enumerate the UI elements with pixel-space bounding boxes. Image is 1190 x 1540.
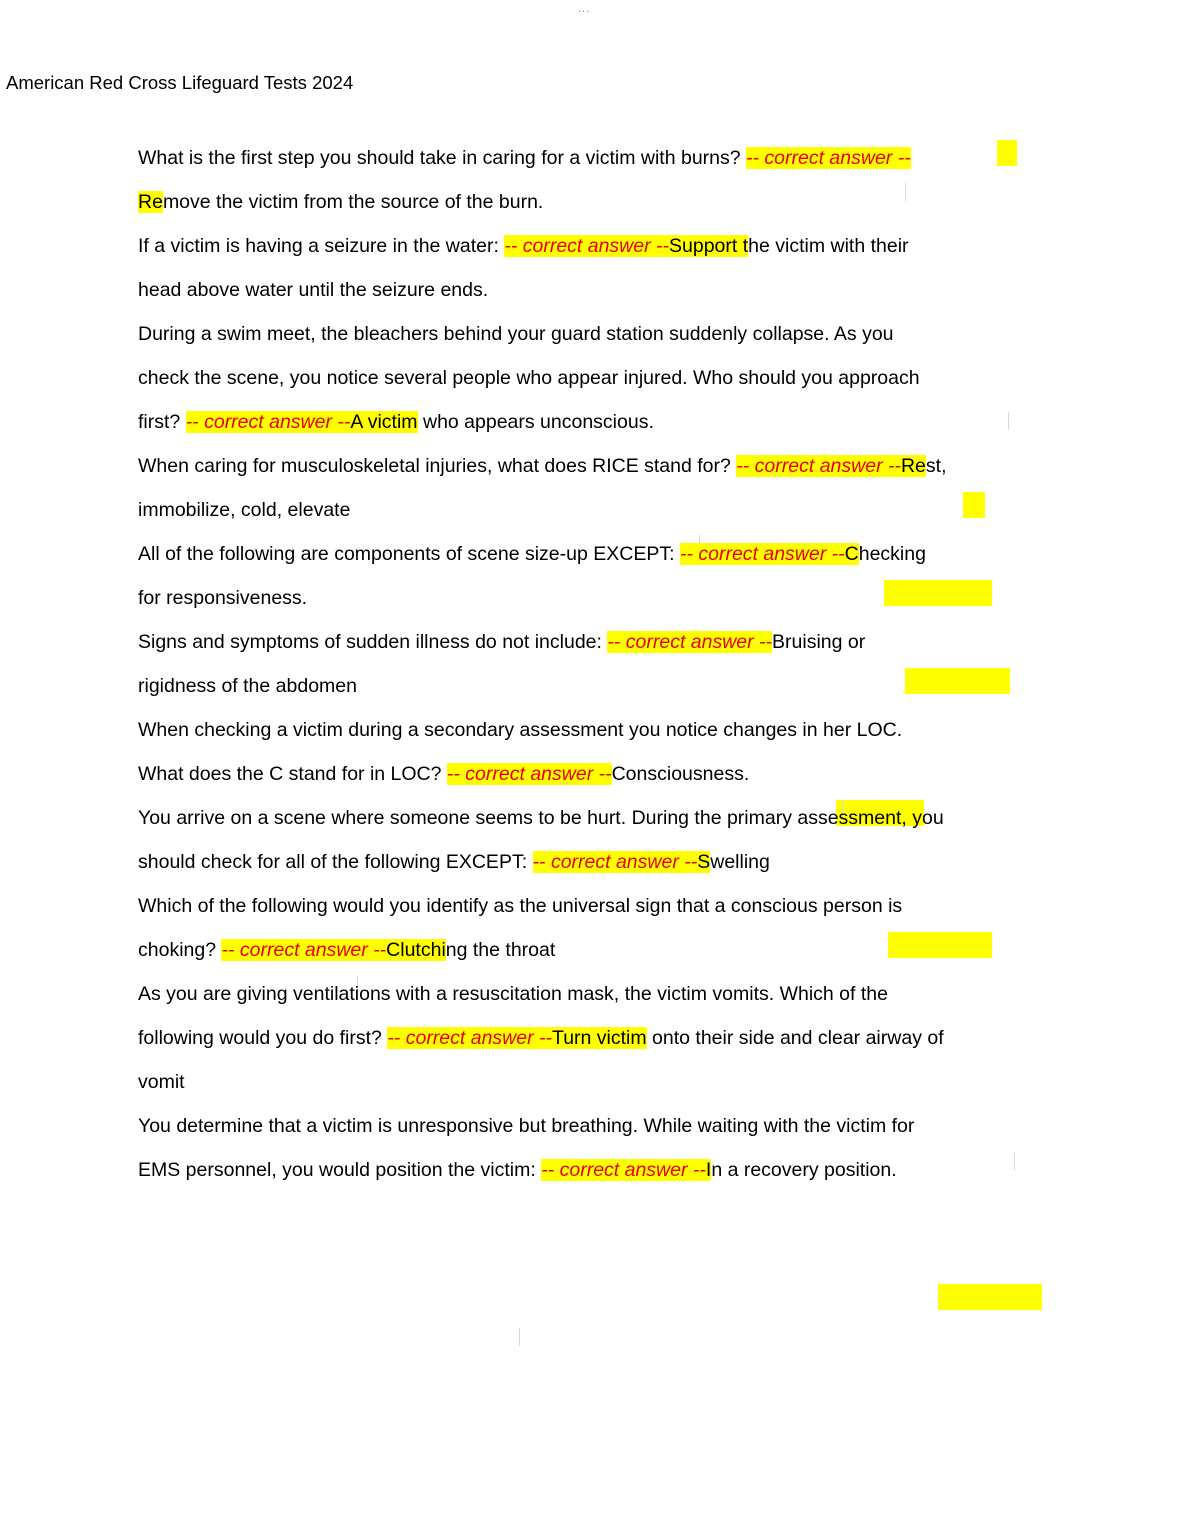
qa-item xyxy=(138,312,948,444)
question-text: During a swim meet, the bleachers behind your guard station suddenly collapse. As you check the scene, you notice several people who appear injured. Who should you approach first? xyxy=(138,323,920,433)
page-artifact-tick xyxy=(1008,412,1009,430)
question-text: When caring for musculoskeletal injuries, what does RICE stand for? xyxy=(138,455,737,477)
answer-plain-run: n a recovery position. xyxy=(711,1159,897,1181)
document-header-title: American Red Cross Lifeguard Tests 2024 xyxy=(6,72,354,93)
correct-answer-marker: -- correct answer -- xyxy=(504,235,670,257)
answer-highlight-run: I xyxy=(705,1159,712,1181)
answer-text xyxy=(350,411,654,433)
answer-text xyxy=(697,851,770,873)
correct-answer-marker: -- correct answer -- xyxy=(736,455,901,477)
answer-text xyxy=(138,191,543,213)
answer-highlight-run: C xyxy=(844,543,859,565)
answer-text: Bruising or rigidness of the abdomen xyxy=(138,631,866,697)
question-text: As you are giving ventilations with a resuscitation mask, the victim vomits. Which of the following would you do first? xyxy=(138,983,888,1049)
correct-answer-marker: -- correct answer -- xyxy=(221,939,387,961)
correct-answer-marker: -- correct answer -- xyxy=(541,1159,706,1181)
qa-item xyxy=(138,620,948,708)
correct-answer-marker: -- correct answer -- xyxy=(607,631,773,653)
answer-highlight-run: Re xyxy=(900,455,926,477)
answer-plain-run: hecking for responsiveness. xyxy=(138,543,926,609)
qa-item xyxy=(138,972,948,1104)
question-text: All of the following are components of scene size-up EXCEPT: xyxy=(138,543,680,565)
question-answer-list xyxy=(138,136,948,1192)
qa-item xyxy=(138,224,948,312)
correct-answer-marker: -- correct answer -- xyxy=(679,543,845,565)
qa-item xyxy=(138,444,948,532)
qa-item xyxy=(138,796,948,884)
answer-highlight-run: Re xyxy=(138,191,163,213)
correct-answer-marker: -- correct answer -- xyxy=(532,851,698,873)
answer-plain-run: who appears unconscious. xyxy=(417,411,654,433)
answer-highlight-run: Support t xyxy=(669,235,749,257)
question-text: You arrive on a scene where someone seems to be hurt. During the primary assessment, you should check for all of the following EXCEPT: xyxy=(138,807,944,873)
page-top-mark: ... xyxy=(578,3,591,15)
question-text: If a victim is having a seizure in the water: xyxy=(138,235,505,257)
qa-item xyxy=(138,136,948,224)
correct-answer-marker: -- correct answer -- xyxy=(387,1027,552,1049)
qa-item xyxy=(138,1104,948,1192)
page-artifact-tick xyxy=(519,1328,520,1346)
page-artifact-tick xyxy=(1014,1152,1015,1170)
highlight-artifact xyxy=(938,1284,1042,1310)
highlight-artifact xyxy=(963,492,985,518)
answer-highlight-run: S xyxy=(697,851,711,873)
correct-answer-marker: -- correct answer -- xyxy=(746,147,911,169)
answer-plain-run: he victim with their head above water until the seizure ends. xyxy=(138,235,909,301)
answer-plain-run: move the victim from the source of the burn. xyxy=(162,191,544,213)
answer-text xyxy=(706,1159,897,1181)
question-text: Which of the following would you identify as the universal sign that a conscious person is choking? xyxy=(138,895,903,961)
answer-plain-run: st, immobilize, cold, elevate xyxy=(138,455,947,521)
answer-highlight-run: A victim xyxy=(350,411,418,433)
question-text: Signs and symptoms of sudden illness do not include: xyxy=(138,631,608,653)
answer-plain-run: welling xyxy=(710,851,770,873)
qa-item xyxy=(138,884,948,972)
answer-highlight-run: Turn victim xyxy=(552,1027,647,1049)
answer-text xyxy=(386,939,555,961)
question-text: You determine that a victim is unresponsive but breathing. While waiting with the victim for EMS personnel, you would position the victim: xyxy=(138,1115,915,1181)
answer-highlight-run: Clutchi xyxy=(386,939,446,961)
correct-answer-marker: -- correct answer -- xyxy=(446,763,612,785)
question-text: What is the first step you should take in caring for a victim with burns? xyxy=(138,147,747,169)
highlight-artifact xyxy=(997,140,1017,166)
correct-answer-marker: -- correct answer -- xyxy=(185,411,351,433)
answer-plain-run: ng the throat xyxy=(445,939,556,961)
qa-item xyxy=(138,532,948,620)
answer-text: Consciousness. xyxy=(611,763,750,785)
qa-item xyxy=(138,708,948,796)
question-text: When checking a victim during a secondary assessment you notice changes in her LOC. What does the C stand for in LOC? xyxy=(138,719,903,785)
answer-plain-run: onto their side and clear airway of vomit xyxy=(138,1027,944,1093)
